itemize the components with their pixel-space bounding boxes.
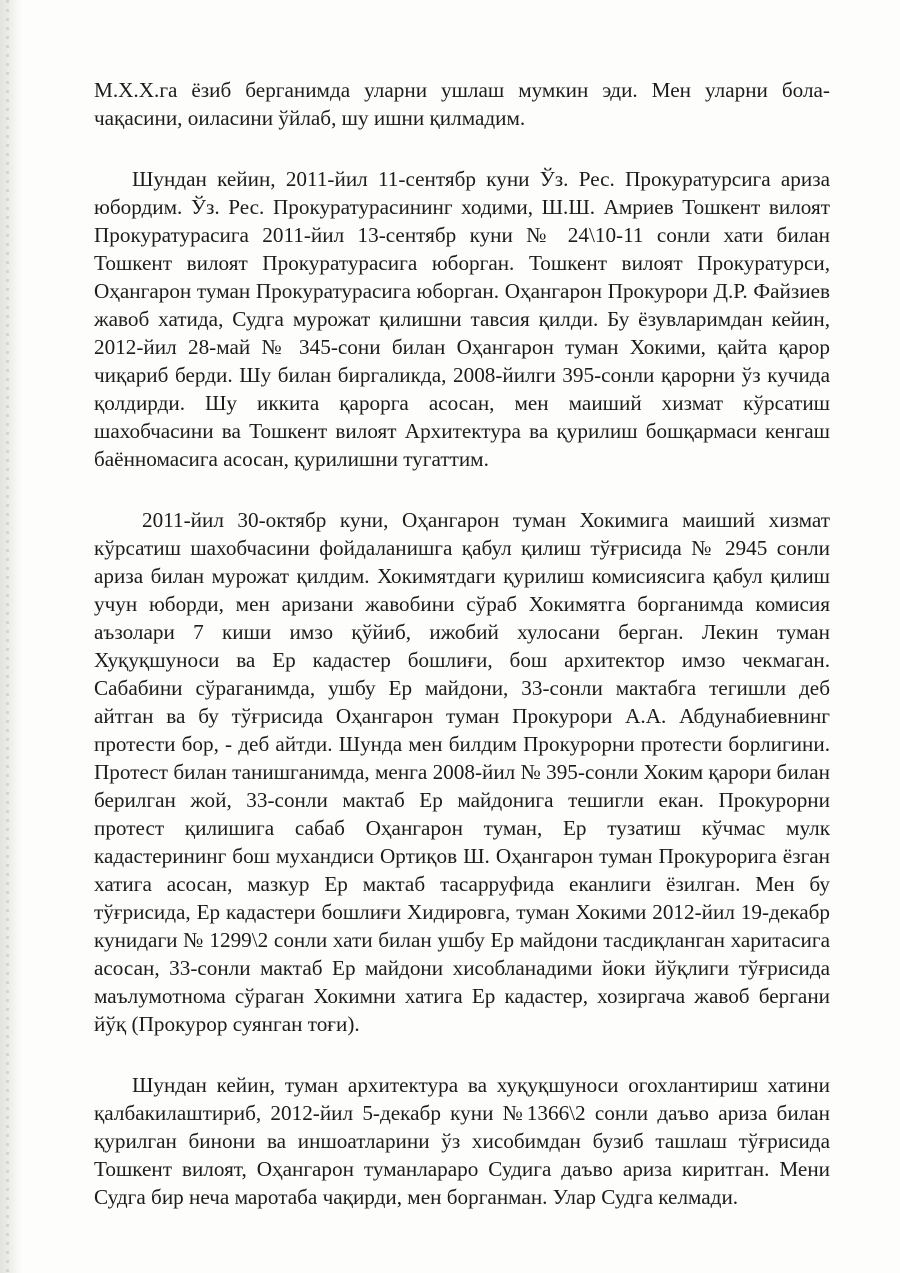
document-body <box>94 76 830 1211</box>
paragraph-2: Шундан кейин, 2011-йил 11-сентябр куни Ўз. Рес. Прокуратурсига ариза юбордим. Ўз. Рес. Прокуратурасининг ходими, Ш.Ш. Амриев Тошкент вилоят Прокуратурасига 2011-йил 13-сентябр куни № 24\10-11 сонли хати билан Тошкент вилоят Прокуратурасига юборган. Тошкент вилоят Прокуратурси, Оҳангарон туман Прокуратурасига юборган. Оҳангарон Прокурори Д.Р. Файзиев жавоб хатида, Судга мурожат қилишни тавсия қилди. Бу ёзувларимдан кейин, 2012-йил 28-май № 345-сони билан Оҳангарон туман Хокими, қайта қарор чиқариб берди. Шу билан биргаликда, 2008-йилги 395-сонли қарорни ўз кучида қолдирди. Шу иккита қарорга асосан, мен маиший хизмат кўрсатиш шахобчасини ва Тошкент вилоят Архитектура ва қурилиш бошқармаси кенгаш баённомасига асосан, қурилишни тугаттим. <box>94 167 830 471</box>
scan-edge-shadow <box>0 0 22 1273</box>
paragraph-3: 2011-йил 30-октябр куни, Оҳангарон туман Хокимига маиший хизмат кўрсатиш шахобчасини фойдаланишга қабул қилиш тўғрисида № 2945 сонли ариза билан мурожат қилдим. Хокимятдаги қурилиш комисиясига қабул қилиш учун юборди, мен аризани жавобини сўраб Хокимятга борганимда комисия аъзолари 7 киши имзо қўйиб, ижобий хулосани берган. Лекин туман Хуқуқшуноси ва Ер кадастер бошлиғи, бош архитектор имзо чекмаган. Сабабини сўраганимда, ушбу Ер майдони, 33-сонли мактабга тегишли деб айтган ва бу тўғрисида Оҳангарон туман Прокурори А.А. Абдунабиевнинг протести бор, - деб айтди. Шунда мен билдим Прокурорни протести борлигини. Протест билан танишганимда, менга 2008-йил № 395-сонли Хоким қарори билан берилган жой, 33-сонли мактаб Ер майдонига тешигли екан. Прокурорни протест қилишига сабаб Оҳангарон туман, Ер тузатиш кўчмас мулк кадастерининг бош мухандиси Ортиқов Ш. Оҳангарон туман Прокурорига ёзган хатига асосан, мазкур Ер мактаб тасарруфида еканлиги ёзилган. Мен бу тўғрисида, Ер кадастери бошлиғи Хидировга, туман Хокими 2012-йил 19-декабр кунидаги № 1299\2 сонли хати билан ушбу Ер майдони тасдиқланган харитасига асосан, 33-сонли мактаб Ер майдони хисобланадими йоки йўқлиги тўғрисида маълумотнома сўраган Хокимни хатига Ер кадастер, хозиргача жавоб бергани йўқ (Прокурор суянган тоғи). <box>94 508 830 1036</box>
paragraph-1: М.Х.Х.га ёзиб берганимда уларни ушлаш мумкин эди. Мен уларни бола-чақасини, оиласини ўйлаб, шу ишни қилмадим. <box>94 78 830 130</box>
paragraph-4: Шундан кейин, туман архитектура ва хуқуқшуноси огохлантириш хатини қалбакилаштириб, 2012-йил 5-декабр куни №1366\2 сонли даъво ариза билан қурилган бинони ва иншоатларини ўз хисобимдан бузиб ташлаш тўғрисида Тошкент вилоят, Оҳангарон туманлараро Судига даъво ариза киритган. Мени Судга бир неча маротаба чақирди, мен борганман. Улар Судга келмади. <box>94 1073 830 1209</box>
